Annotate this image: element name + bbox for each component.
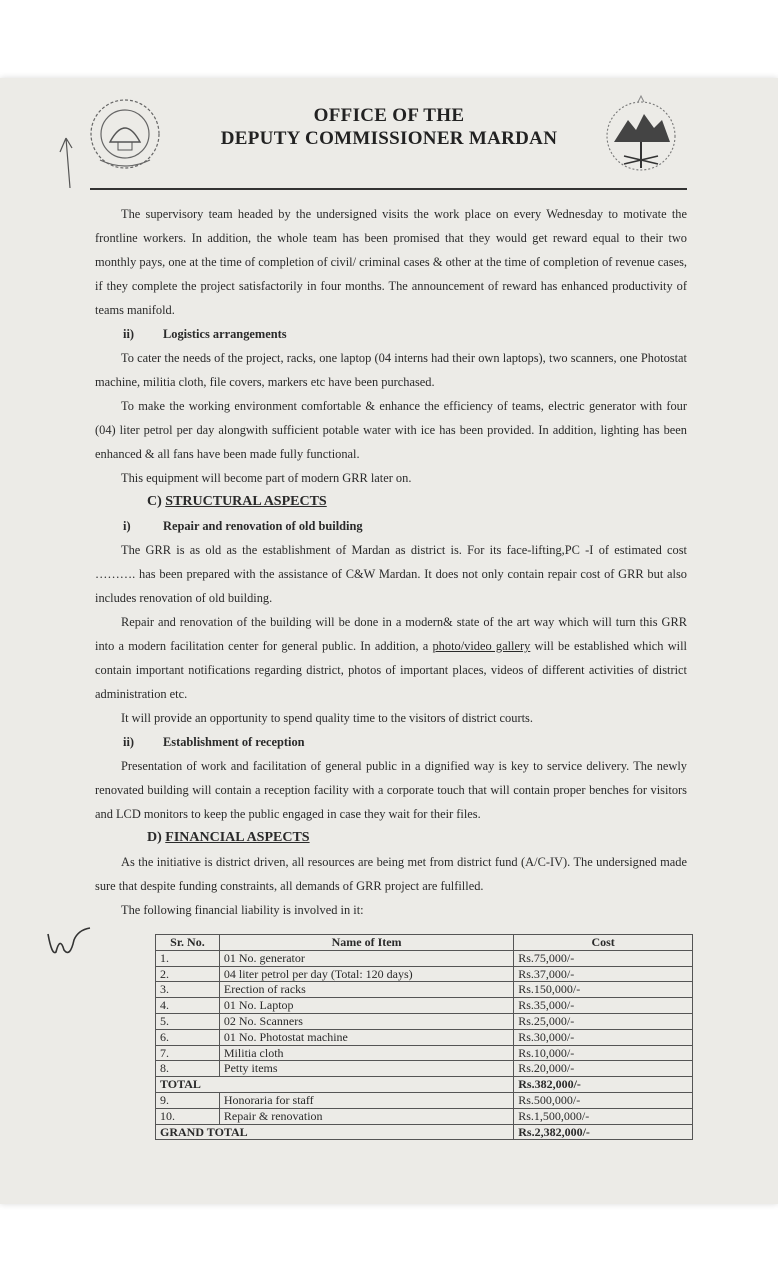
cell-cost: Rs.30,000/- (514, 1029, 693, 1045)
table-row (156, 1029, 693, 1045)
cell-cost: Rs.500,000/- (514, 1092, 693, 1108)
letterhead-line-1: OFFICE OF THE (313, 105, 465, 126)
section-title: FINANCIAL ASPECTS (165, 830, 310, 845)
cell-grand-total-value: Rs.2,382,000/- (514, 1124, 693, 1140)
cell-item: Erection of racks (219, 982, 513, 998)
cell-sr-no: 5. (156, 1013, 220, 1029)
handwritten-initial-icon (44, 926, 94, 962)
cell-cost: Rs.150,000/- (514, 982, 693, 998)
subheading-reception (123, 730, 687, 754)
section-heading-financial (147, 826, 687, 850)
photo-video-gallery-text: photo/video gallery (432, 639, 531, 653)
cell-sr-no: 3. (156, 982, 220, 998)
cell-cost: Rs.35,000/- (514, 998, 693, 1014)
table-row (156, 950, 693, 966)
subheading-title: Repair and renovation of old building (163, 519, 363, 533)
subheading-number: ii) (123, 327, 135, 341)
financial-liability-table (155, 934, 693, 1140)
cell-total-value: Rs.382,000/- (514, 1077, 693, 1093)
document-body (95, 202, 687, 922)
section-heading-structural (147, 490, 687, 514)
cell-sr-no: 2. (156, 966, 220, 982)
table-row (156, 982, 693, 998)
paragraph-quality-time: It will provide an opportunity to spend quality time to the visitors of district courts. (121, 711, 533, 725)
cell-item: 01 No. Photostat machine (219, 1029, 513, 1045)
subheading-title: Establishment of reception (163, 735, 305, 749)
paragraph-renovation (95, 610, 687, 706)
cell-sr-no: 4. (156, 998, 220, 1014)
cell-cost: Rs.20,000/- (514, 1061, 693, 1077)
cell-sr-no: 6. (156, 1029, 220, 1045)
table-row (156, 1013, 693, 1029)
paragraph-logistics-purchases: To cater the needs of the project, racks, one laptop (04 interns had their own laptops), two scanners, one Photostat machine, militia cloth, file covers, markers etc have been purchased. (95, 351, 687, 389)
paragraph-district-fund: As the initiative is district driven, all resources are being met from district fund (A/C-IV). The undersigned made sure that despite funding constraints, all demands of GRR project are fulfilled. (95, 855, 687, 893)
subheading-repair (123, 514, 687, 538)
cell-sr-no: 10. (156, 1108, 220, 1124)
cell-item: Militia cloth (219, 1045, 513, 1061)
document-page (0, 78, 778, 1204)
column-header-item: Name of Item (219, 935, 513, 951)
subheading-title: Logistics arrangements (163, 327, 287, 341)
cell-item: Honoraria for staff (219, 1092, 513, 1108)
paragraph-text: will be established which will contain important notifications regarding district, photos of important places, videos of different activities of district administration etc. (95, 639, 687, 701)
cell-total-label: TOTAL (156, 1077, 514, 1093)
table-row (156, 998, 693, 1014)
cell-sr-no: 9. (156, 1092, 220, 1108)
section-title: STRUCTURAL ASPECTS (165, 494, 327, 509)
paragraph-equipment: This equipment will become part of modern GRR later on. (121, 471, 412, 485)
section-prefix: C) (147, 494, 162, 509)
letterhead-line-2: DEPUTY COMMISSIONER MARDAN (220, 128, 558, 149)
paragraph-supervisory-team: The supervisory team headed by the undersigned visits the work place on every Wednesday to motivate the frontline workers. In addition, the whole team has been promised that they would get reward equal to their two monthly pays, one at the time of completion of civil/ criminal cases & other at the time of completion of revenue cases, if they complete the project satisfactorily in four months. The announcement of reward has enhanced productivity of teams manifold. (95, 207, 687, 317)
cell-cost: Rs.75,000/- (514, 950, 693, 966)
cell-sr-no: 7. (156, 1045, 220, 1061)
cell-cost: Rs.37,000/- (514, 966, 693, 982)
section-prefix: D) (147, 830, 162, 845)
table-row (156, 1092, 693, 1108)
subheading-number: ii) (123, 735, 135, 749)
cell-item: 02 No. Scanners (219, 1013, 513, 1029)
table-row (156, 1061, 693, 1077)
table-row (156, 966, 693, 982)
table-row (156, 1045, 693, 1061)
cell-sr-no: 8. (156, 1061, 220, 1077)
table-row (156, 1108, 693, 1124)
letterhead-rule (90, 188, 687, 190)
column-header-cost: Cost (514, 935, 693, 951)
subheading-number: i) (123, 519, 131, 533)
cell-item: 04 liter petrol per day (Total: 120 days) (219, 966, 513, 982)
cell-cost: Rs.1,500,000/- (514, 1108, 693, 1124)
paragraph-text: Repair and renovation of the building will be done in a modern& state of the art way which will turn this GRR into a modern facilitation center for general public. In addition, a (95, 615, 687, 653)
cell-item: 01 No. Laptop (219, 998, 513, 1014)
subheading-logistics (123, 322, 687, 346)
paragraph-financial-liability: The following financial liability is involved in it: (121, 903, 364, 917)
cell-item: Repair & renovation (219, 1108, 513, 1124)
cell-grand-total-label: GRAND TOTAL (156, 1124, 514, 1140)
column-header-sr-no: Sr. No. (156, 935, 220, 951)
paragraph-working-environment: To make the working environment comfortable & enhance the efficiency of teams, electric generator with four (04) liter petrol per day alongwith sufficient potable water with ice has been provided. In addition, lighting has been enhanced & all fans have been made fully functional. (95, 399, 687, 461)
cell-cost: Rs.10,000/- (514, 1045, 693, 1061)
table-header-row (156, 935, 693, 951)
cell-item: 01 No. generator (219, 950, 513, 966)
cell-sr-no: 1. (156, 950, 220, 966)
mardan-district-emblem-icon (596, 94, 686, 180)
paragraph-reception: Presentation of work and facilitation of general public in a dignified way is key to service delivery. The newly renovated building will contain a reception facility with a corporate touch that will contain proper benches for visitors and LCD monitors to keep the public engaged in case they wait for their files. (95, 759, 687, 821)
paragraph-grr-history: The GRR is as old as the establishment of Mardan as district is. For its face-lifting,PC -I of estimated cost ………. has been prepared with the assistance of C&W Mardan. It does not only contain repair cost of GRR but also includes renovation of old building. (95, 543, 687, 605)
table-grand-total-row (156, 1124, 693, 1140)
cell-cost: Rs.25,000/- (514, 1013, 693, 1029)
cell-item: Petty items (219, 1061, 513, 1077)
table-total-row (156, 1077, 693, 1093)
